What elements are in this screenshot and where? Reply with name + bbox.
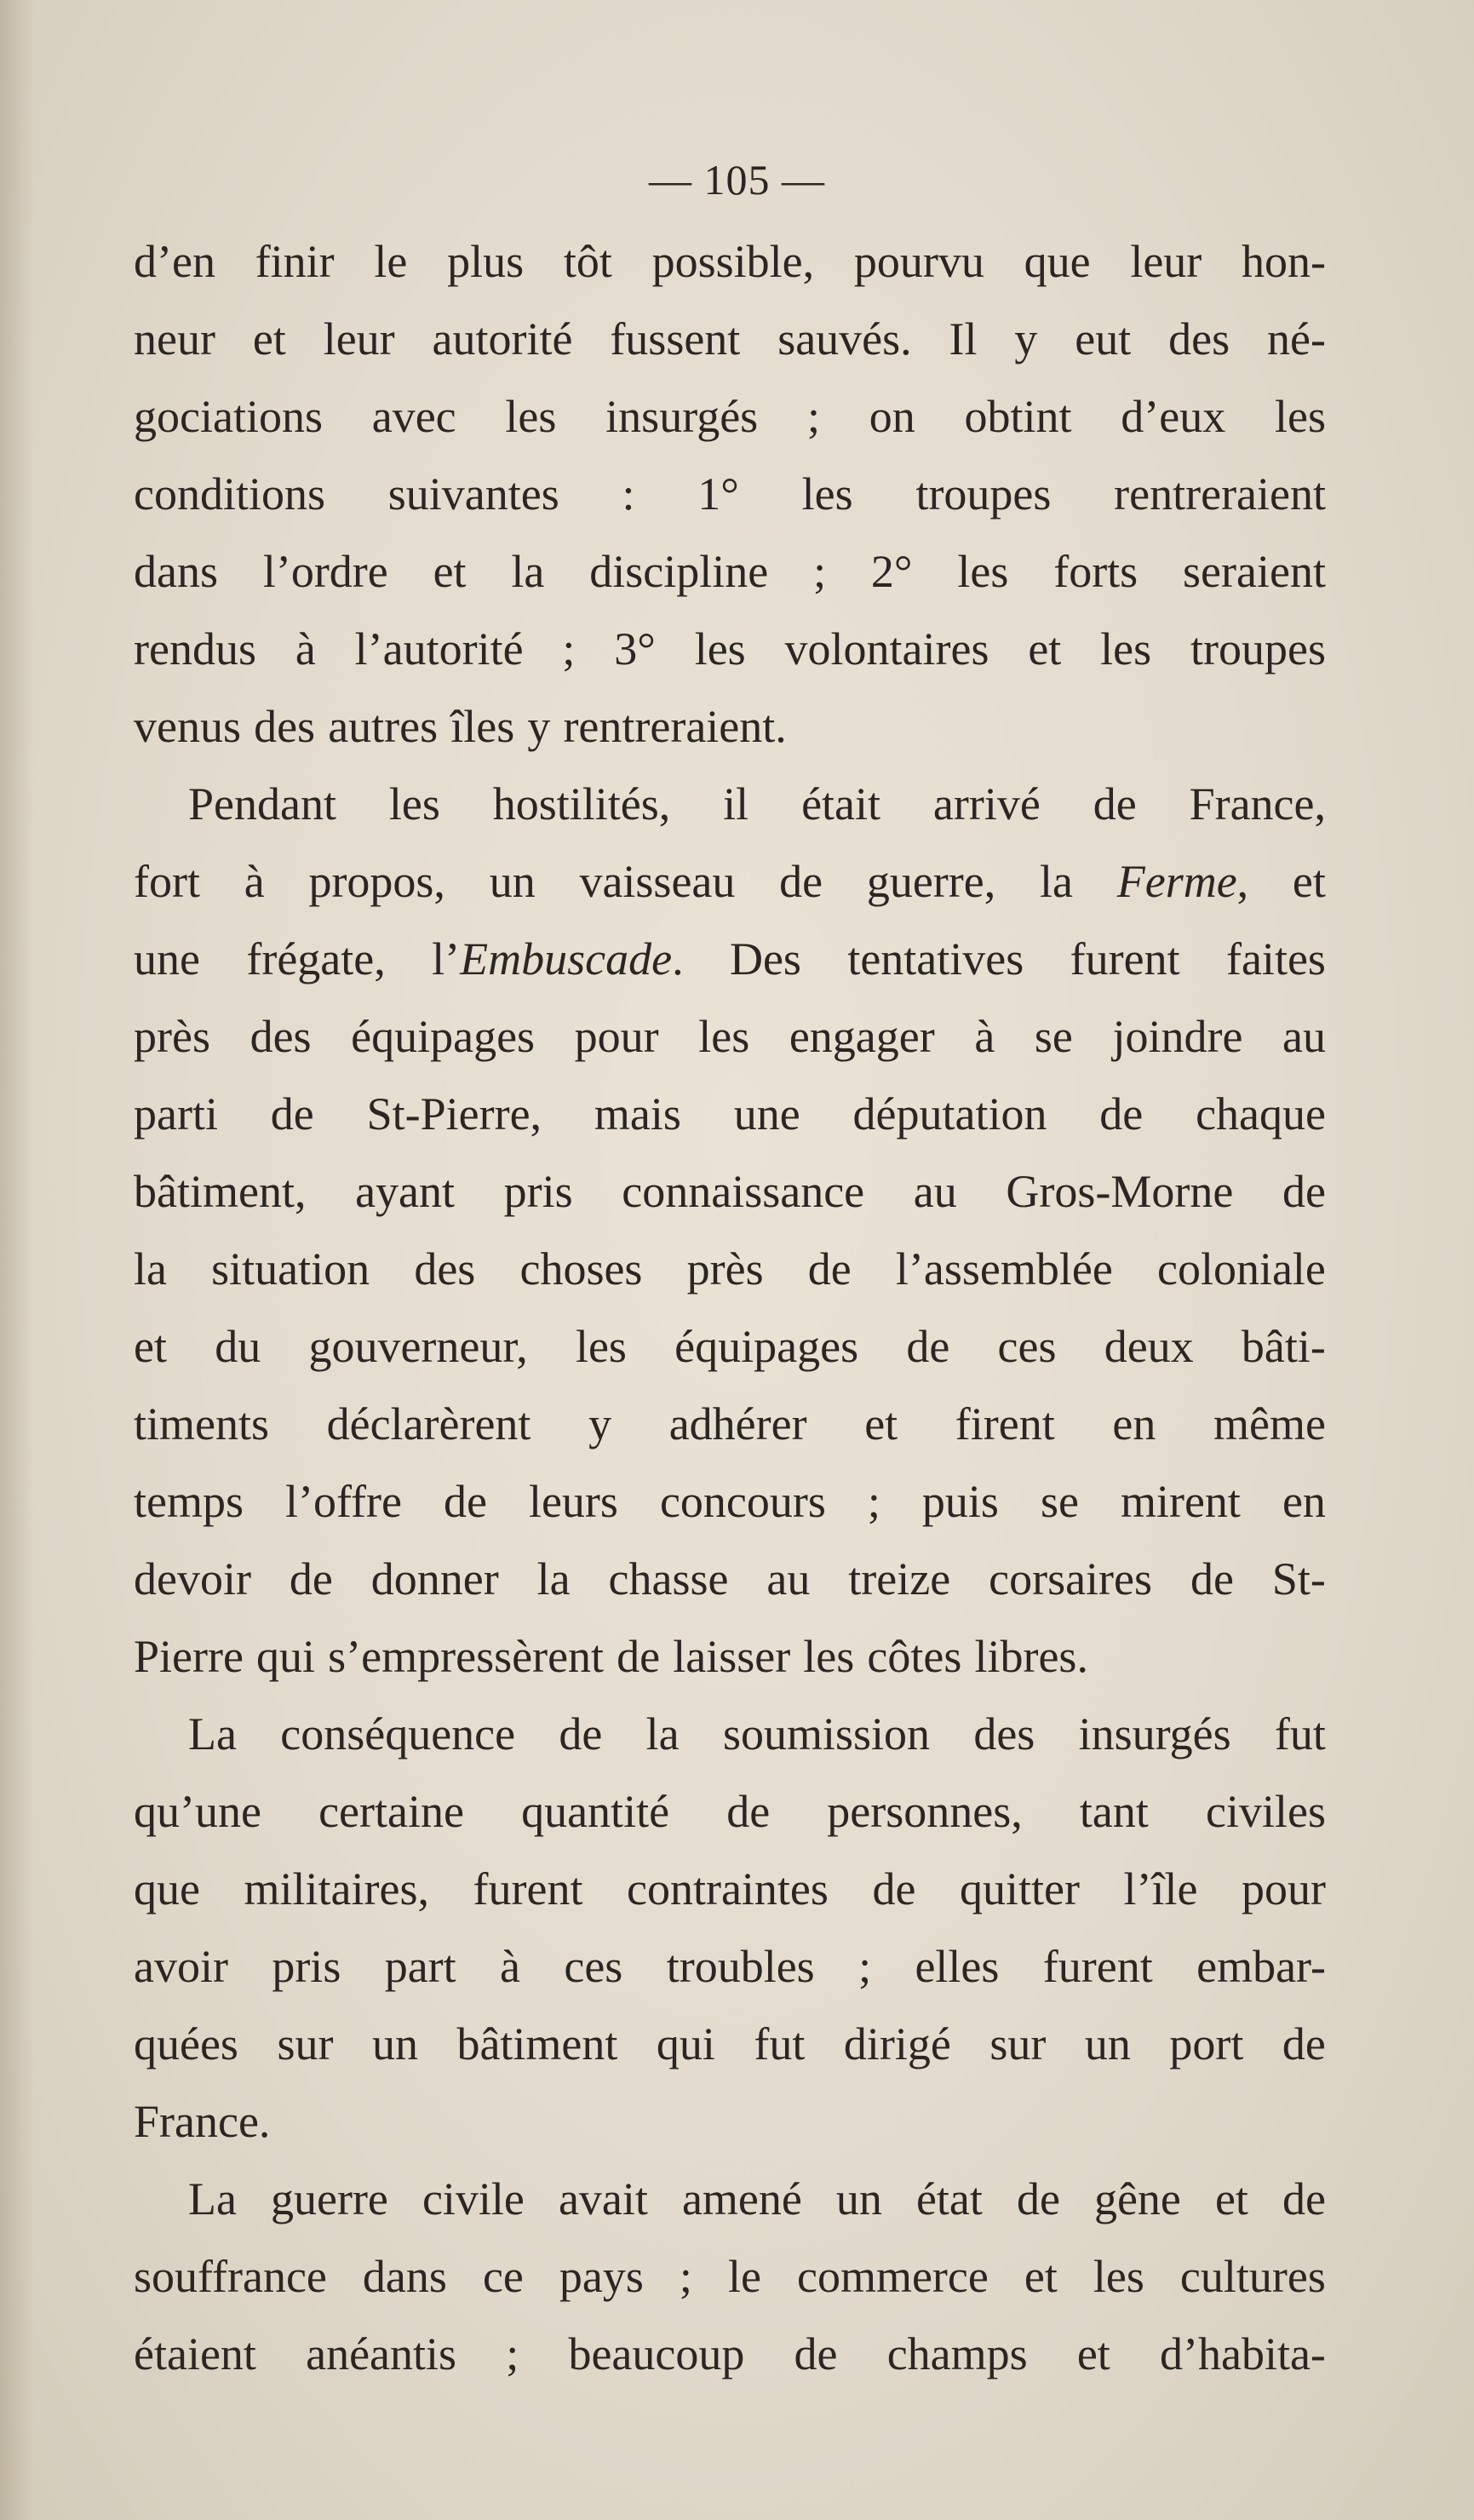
text-line: une frégate, l’Embuscade. Des tentatives furent faites [134,933,1326,984]
text-line: France. [134,2096,271,2147]
text-line: fort à propos, un vaisseau de guerre, la Ferme, et [134,856,1326,907]
page-edge-shadow [0,0,34,2520]
text-line: La guerre civile avait amené un état de gêne et de [188,2173,1326,2224]
text-line: qu’une certaine quantité de personnes, tant civiles [134,1786,1326,1837]
text-line: timents déclarèrent y adhérer et firent en même [134,1398,1326,1449]
text-line: devoir de donner la chasse au treize corsaires de St- [134,1553,1326,1604]
text-line: près des équipages pour les engager à se joindre au [134,1011,1326,1062]
text-line: La conséquence de la soumission des insurgés fut [188,1708,1326,1759]
text-line: conditions suivantes : 1° les troupes rentreraient [134,468,1326,519]
text-line: Pendant les hostilités, il était arrivé de France, [188,778,1326,829]
text-line: rendus à l’autorité ; 3° les volontaires et les troupes [134,623,1326,674]
text-line: avoir pris part à ces troubles ; elles furent embar- [134,1941,1326,1992]
text-line: d’en finir le plus tôt possible, pourvu que leur hon- [134,236,1326,287]
body-text [134,223,1326,2393]
text-line: souffrance dans ce pays ; le commerce et les cultures [134,2251,1326,2302]
text-line: temps l’offre de leurs concours ; puis se mirent en [134,1476,1326,1527]
text-line: et du gouverneur, les équipages de ces deux bâti- [134,1321,1326,1372]
text-line: Pierre qui s’empressèrent de laisser les côtes libres. [134,1631,1088,1682]
page-number: — 105 — [649,156,825,204]
text-line: quées sur un bâtiment qui fut dirigé sur un port de [134,2018,1326,2069]
text-line: étaient anéantis ; beaucoup de champs et d’habita- [134,2328,1326,2379]
text-line: que militaires, furent contraintes de quitter l’île pour [134,1863,1326,1914]
text-line: la situation des choses près de l’assemblée coloniale [134,1243,1326,1294]
text-line: neur et leur autorité fussent sauvés. Il y eut des né- [134,313,1326,365]
text-line: bâtiment, ayant pris connaissance au Gros-Morne de [134,1166,1326,1217]
text-line: gociations avec les insurgés ; on obtint d’eux les [134,391,1326,442]
text-line: dans l’ordre et la discipline ; 2° les forts seraient [134,546,1326,597]
text-line: parti de St-Pierre, mais une députation de chaque [134,1088,1326,1139]
text-line: venus des autres îles y rentreraient. [134,701,787,752]
